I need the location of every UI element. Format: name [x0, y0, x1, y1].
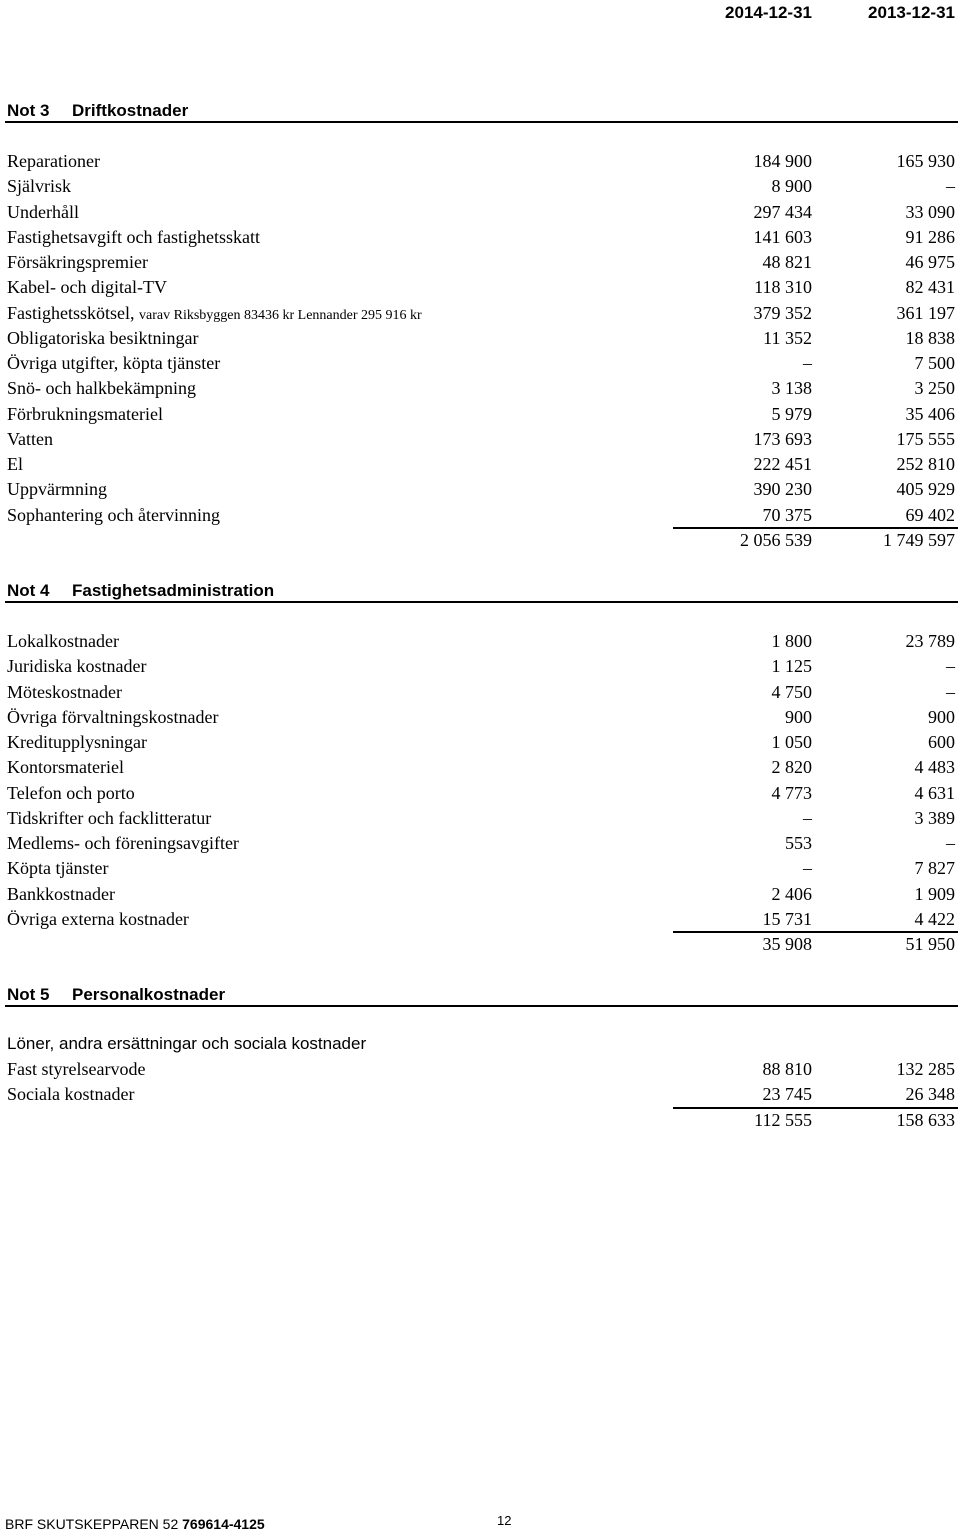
column-header-2014: 2014-12-31 — [725, 3, 812, 22]
row-label-text: Tidskrifter och facklitteratur — [7, 807, 212, 828]
value-2013: 4 631 — [914, 782, 955, 803]
row-label-text: Kabel- och digital-TV — [7, 277, 167, 298]
value-2013: 91 286 — [905, 226, 955, 247]
row-label — [7, 303, 422, 324]
value-2014: 390 230 — [753, 479, 812, 500]
value-2013: 69 402 — [905, 504, 955, 525]
value-2013: 3 389 — [914, 807, 955, 828]
total-2013: 1 749 597 — [883, 530, 955, 550]
footer-org-number: 769614-4125 — [182, 1516, 265, 1532]
value-2013: 252 810 — [896, 454, 955, 474]
value-2013: 7 827 — [914, 858, 955, 879]
row-label — [7, 328, 198, 349]
total-2013: 51 950 — [905, 934, 955, 954]
value-2014: 2 820 — [771, 757, 812, 778]
row-label — [7, 151, 100, 172]
value-2013: 23 789 — [905, 631, 955, 651]
row-label — [7, 909, 189, 930]
value-2014: 553 — [785, 833, 812, 853]
row-label-text: Övriga utgifter, köpta tjänster — [7, 353, 221, 373]
row-label-text: Medlems- och föreningsavgifter — [7, 833, 239, 853]
row-label — [7, 1084, 134, 1105]
row-label-text: Förbrukningsmateriel — [7, 403, 163, 424]
value-2013: 405 929 — [896, 479, 955, 500]
row-label-text: Lokalkostnader — [7, 631, 119, 651]
value-2013: 33 090 — [905, 201, 955, 222]
section-divider — [5, 1005, 958, 1007]
footer-org-name: BRF SKUTSKEPPAREN 52 — [5, 1516, 179, 1532]
note-number: Not 5 — [7, 985, 50, 1004]
value-2013: – — [946, 176, 955, 197]
row-label-text: Obligatoriska besiktningar — [7, 327, 199, 348]
value-2014: 141 603 — [753, 226, 812, 247]
value-2013: 4 483 — [914, 757, 955, 778]
note-title: Driftkostnader — [72, 101, 189, 120]
sum-line — [673, 931, 958, 933]
row-label — [7, 833, 239, 854]
total-2014: 2 056 539 — [740, 530, 812, 550]
row-label-text: El — [7, 454, 23, 474]
row-label-text: Fast styrelsearvode — [7, 1059, 146, 1079]
value-2013: 600 — [928, 732, 955, 752]
row-label-text: Snö- och halkbekämpning — [7, 378, 196, 399]
row-label — [7, 277, 167, 298]
value-2013: 26 348 — [905, 1084, 955, 1105]
row-label-text: Kreditupplysningar — [7, 732, 147, 752]
row-label — [7, 682, 122, 703]
value-2014: 48 821 — [762, 252, 812, 272]
value-2014: 900 — [785, 706, 812, 727]
row-label-text: Reparationer — [7, 151, 100, 171]
value-2014: 222 451 — [753, 454, 812, 474]
footer-org — [5, 1516, 265, 1532]
value-2013: 4 422 — [914, 908, 955, 929]
note-number: Not 4 — [7, 581, 50, 600]
row-label-text: Kontorsmateriel — [7, 757, 124, 778]
value-2014: – — [803, 858, 812, 879]
value-2013: 46 975 — [905, 252, 955, 272]
value-2014: 11 352 — [763, 327, 812, 348]
row-label-text: Vatten — [7, 428, 53, 449]
sum-line — [673, 527, 958, 529]
row-label-text: Juridiska kostnader — [7, 656, 147, 677]
note-number: Not 3 — [7, 101, 50, 120]
row-label — [7, 1059, 145, 1080]
value-2013: – — [946, 681, 955, 702]
value-2014: 3 138 — [771, 378, 812, 399]
row-label-text: Självrisk — [7, 176, 72, 197]
row-label-text: Möteskostnader — [7, 681, 122, 702]
row-label — [7, 202, 79, 223]
row-label — [7, 808, 211, 829]
row-label — [7, 378, 196, 399]
row-label — [7, 252, 148, 273]
row-label-text: Övriga externa kostnader — [7, 908, 189, 929]
row-label-text: Telefon och porto — [7, 782, 135, 803]
row-label-text: Uppvärmning — [7, 479, 107, 500]
value-2013: – — [946, 833, 955, 853]
value-2014: 1 050 — [771, 732, 812, 752]
value-2013: 7 500 — [914, 353, 955, 373]
row-label-text: Sophantering och återvinning — [7, 504, 220, 525]
value-2014: 118 310 — [754, 277, 812, 298]
value-2013: 900 — [928, 706, 955, 727]
row-label — [7, 454, 23, 475]
value-2014: 1 125 — [771, 656, 812, 677]
value-2013: 18 838 — [905, 327, 955, 348]
value-2013: 175 555 — [896, 428, 955, 449]
row-label — [7, 429, 53, 450]
value-2013: 82 431 — [905, 277, 955, 298]
value-2014: 15 731 — [762, 908, 812, 929]
value-2014: 173 693 — [753, 428, 812, 449]
column-header-2013: 2013-12-31 — [868, 3, 955, 22]
value-2014: 379 352 — [753, 302, 812, 323]
row-label — [7, 707, 218, 728]
note-title: Fastighetsadministration — [72, 581, 275, 600]
value-2014: 4 750 — [771, 681, 812, 702]
row-label — [7, 783, 135, 804]
row-label-text: Köpta tjänster — [7, 858, 109, 879]
row-label — [7, 505, 220, 526]
row-label — [7, 353, 220, 374]
page-number: 12 — [497, 1513, 512, 1528]
value-2013: 361 197 — [896, 302, 955, 323]
row-label-note: varav Riksbyggen 83436 kr Lennander 295 916 kr — [139, 307, 422, 323]
value-2013: – — [946, 656, 955, 677]
value-2014: 2 406 — [771, 883, 812, 904]
value-2014: 184 900 — [753, 151, 812, 171]
row-label — [7, 227, 260, 248]
value-2014: 70 375 — [762, 504, 812, 525]
value-2014: 23 745 — [762, 1084, 812, 1105]
total-2013: 158 633 — [896, 1110, 955, 1130]
row-label-text: Fastighetsavgift och fastighetsskatt — [7, 226, 260, 247]
row-label — [7, 732, 147, 753]
row-label-text: Övriga förvaltningskostnader — [7, 706, 219, 727]
subheading: Löner, andra ersättningar och sociala kostnader — [7, 1034, 367, 1053]
row-label-text: Försäkringspremier — [7, 252, 148, 272]
value-2013: 35 406 — [905, 403, 955, 424]
row-label — [7, 757, 124, 778]
row-label — [7, 656, 146, 677]
value-2013: 3 250 — [914, 378, 955, 399]
value-2013: 1 909 — [914, 883, 955, 904]
value-2014: 297 434 — [753, 201, 812, 222]
value-2014: 5 979 — [771, 403, 812, 424]
value-2014: 4 773 — [771, 782, 812, 803]
sum-line — [673, 1107, 958, 1109]
value-2013: 165 930 — [896, 151, 955, 171]
row-label — [7, 884, 115, 905]
row-label — [7, 479, 107, 500]
value-2014: – — [803, 807, 812, 828]
row-label — [7, 858, 108, 879]
row-label — [7, 631, 119, 652]
value-2014: 8 900 — [771, 176, 812, 197]
total-2014: 112 555 — [754, 1110, 812, 1130]
note-title: Personalkostnader — [72, 985, 226, 1004]
value-2014: 88 810 — [762, 1059, 812, 1079]
value-2014: – — [803, 353, 812, 373]
value-2013: 132 285 — [896, 1059, 955, 1079]
section-divider — [5, 121, 958, 123]
row-label — [7, 404, 163, 425]
row-label — [7, 176, 71, 197]
total-2014: 35 908 — [762, 934, 812, 954]
row-label-text: Sociala kostnader — [7, 1084, 135, 1105]
row-label-text: Bankkostnader — [7, 883, 115, 904]
section-divider — [5, 601, 958, 603]
row-label-text: Fastighetsskötsel, — [7, 302, 140, 323]
row-label-text: Underhåll — [7, 201, 79, 222]
value-2014: 1 800 — [771, 631, 812, 651]
